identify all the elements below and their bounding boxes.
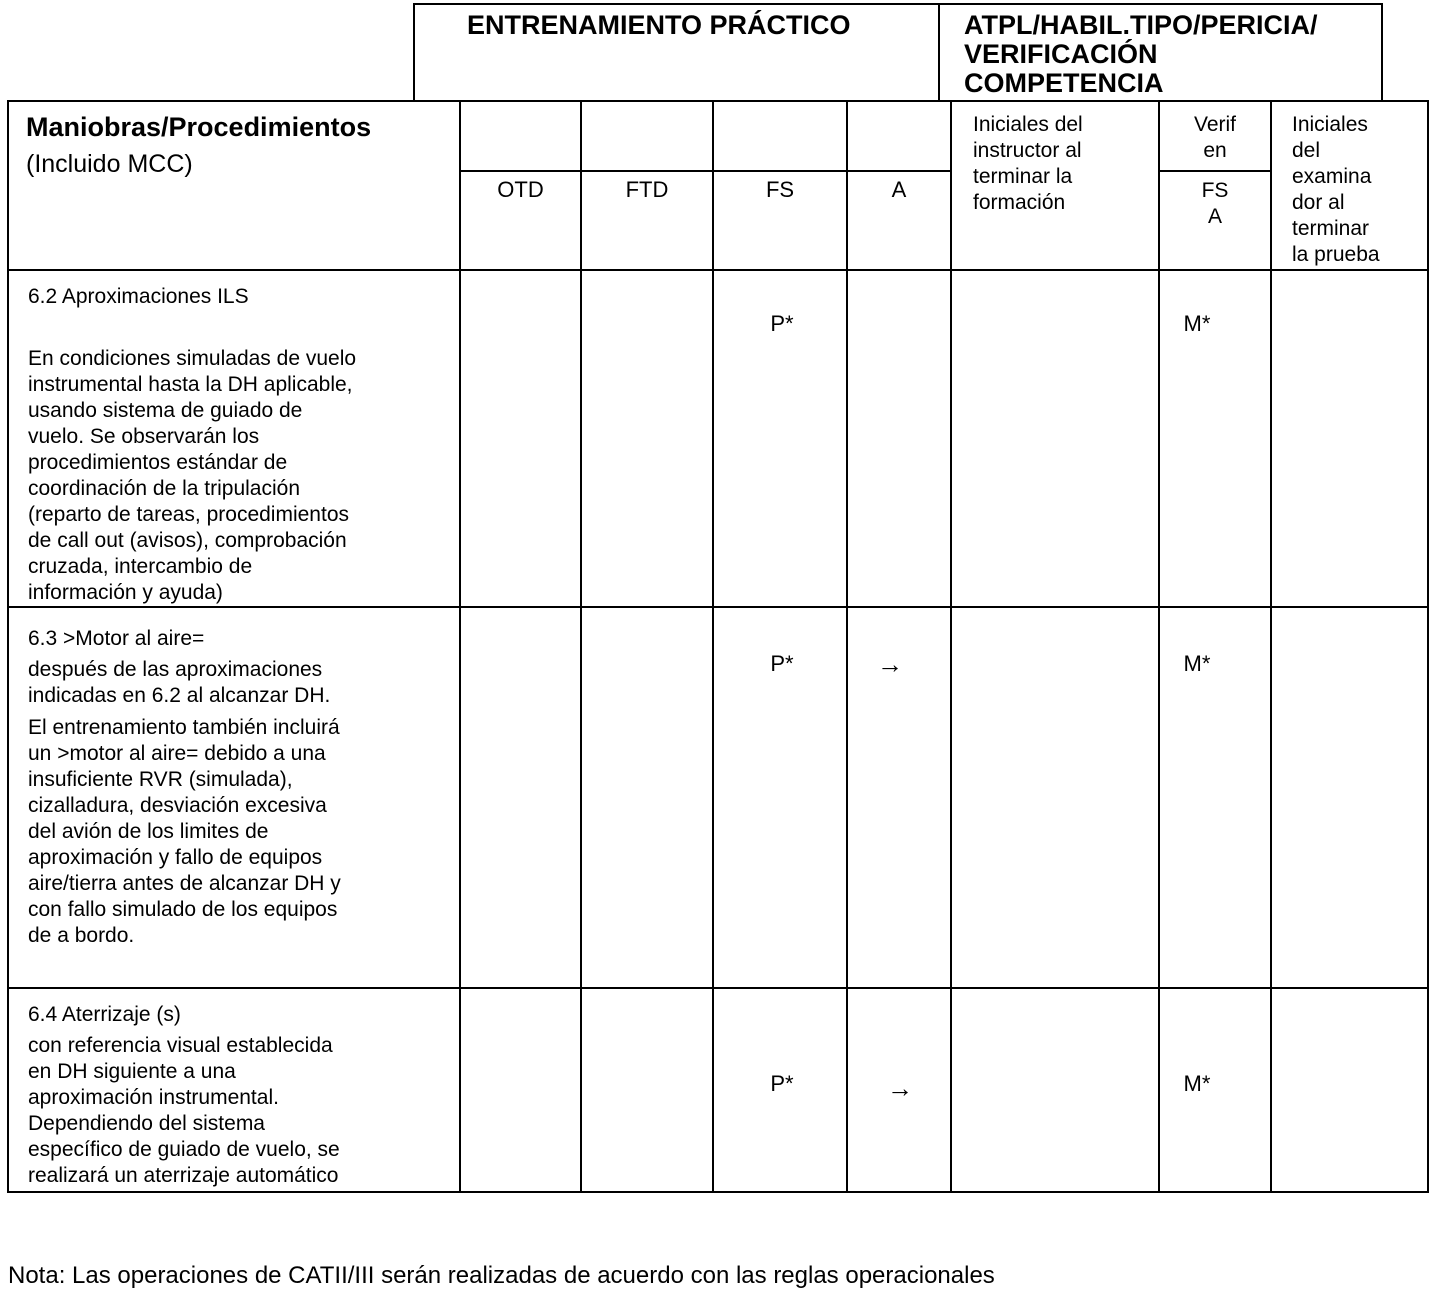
table-right-border <box>1427 100 1429 1193</box>
column-divider <box>712 100 714 1193</box>
column-divider <box>459 100 461 1193</box>
table-left-border <box>7 100 9 1193</box>
table-top-border <box>7 100 1429 102</box>
subheader-divider <box>459 170 952 172</box>
header-bottom-border <box>7 269 1429 271</box>
row-6-3-body-2: El entrenamiento también incluirá un >motor al aire= debido a una insuficiente RVR (simulada), cizalladura, desviación excesiva del avión de los limites de aproximación y fallo de equipos aire/tierra antes de alcanzar DH y con fallo simulado de los equipos de a bordo. <box>28 716 341 947</box>
verif-subheader-divider <box>1158 170 1272 172</box>
verif-header: Verif en <box>1193 113 1237 162</box>
row-6-3-verif-mark: M* <box>1183 651 1211 676</box>
row-6-2-fs-mark: P* <box>770 311 794 336</box>
row-6-4-title: 6.4 Aterrizaje (s) <box>28 1003 181 1026</box>
maneuvers-column-subtitle: (Incluido MCC) <box>26 150 193 178</box>
row-6-2-body: En condiciones simuladas de vuelo instrumental hasta la DH aplicable, usando sistema de guiado de vuelo. Se observarán los procedimientos estándar de coordinación de la tripulación (reparto de tareas, procedimientos de call out (avisos), comprobación cruzada, intercambio de información y ayuda) <box>28 347 357 604</box>
row-divider <box>7 606 1429 608</box>
row-6-4-body: con referencia visual establecida en DH siguiente a una aproximación instrumental. Dependiendo del sistema específico de guiado de vuelo, se realizará un aterrizaje automático <box>28 1034 340 1187</box>
column-divider <box>580 100 582 1193</box>
row-6-3-body: después de las aproximaciones indicadas en 6.2 al alcanzar DH. <box>28 658 331 707</box>
column-ftd: FTD <box>625 177 669 202</box>
table-bottom-border <box>7 1191 1429 1193</box>
verif-modes-header: FS A <box>1201 179 1229 228</box>
row-6-3-arrow-icon: → <box>877 649 903 679</box>
row-6-4-arrow-icon: → <box>887 1073 913 1103</box>
column-divider <box>1158 100 1160 1193</box>
footer-note: Nota: Las operaciones de CATII/III serán realizadas de acuerdo con las reglas operacionales <box>8 1262 995 1289</box>
row-6-3-title: 6.3 >Motor al aire= <box>28 627 205 650</box>
maneuvers-column-title: Maniobras/Procedimientos <box>26 112 372 142</box>
row-6-4-fs-mark: P* <box>770 1071 794 1096</box>
row-6-4-verif-mark: M* <box>1183 1071 1211 1096</box>
check-header-title: ATPL/HABIL.TIPO/PERICIA/ VERIFICACIÓN COMPETENCIA <box>964 10 1318 98</box>
training-header-title: ENTRENAMIENTO PRÁCTICO <box>467 10 851 40</box>
column-divider <box>1270 100 1272 1193</box>
column-otd: OTD <box>497 177 544 202</box>
column-fs: FS <box>765 177 795 202</box>
examiner-initials-header: Iniciales del examina dor al terminar la prueba <box>1292 113 1380 266</box>
column-a: A <box>891 177 907 202</box>
row-6-3-fs-mark: P* <box>770 651 794 676</box>
instructor-initials-header: Iniciales del instructor al terminar la formación <box>973 113 1083 214</box>
row-6-2-title: 6.2 Aproximaciones ILS <box>28 285 249 308</box>
row-divider <box>7 987 1429 989</box>
row-6-2-verif-mark: M* <box>1183 311 1211 336</box>
column-divider <box>950 100 952 1193</box>
column-divider <box>846 100 848 1193</box>
